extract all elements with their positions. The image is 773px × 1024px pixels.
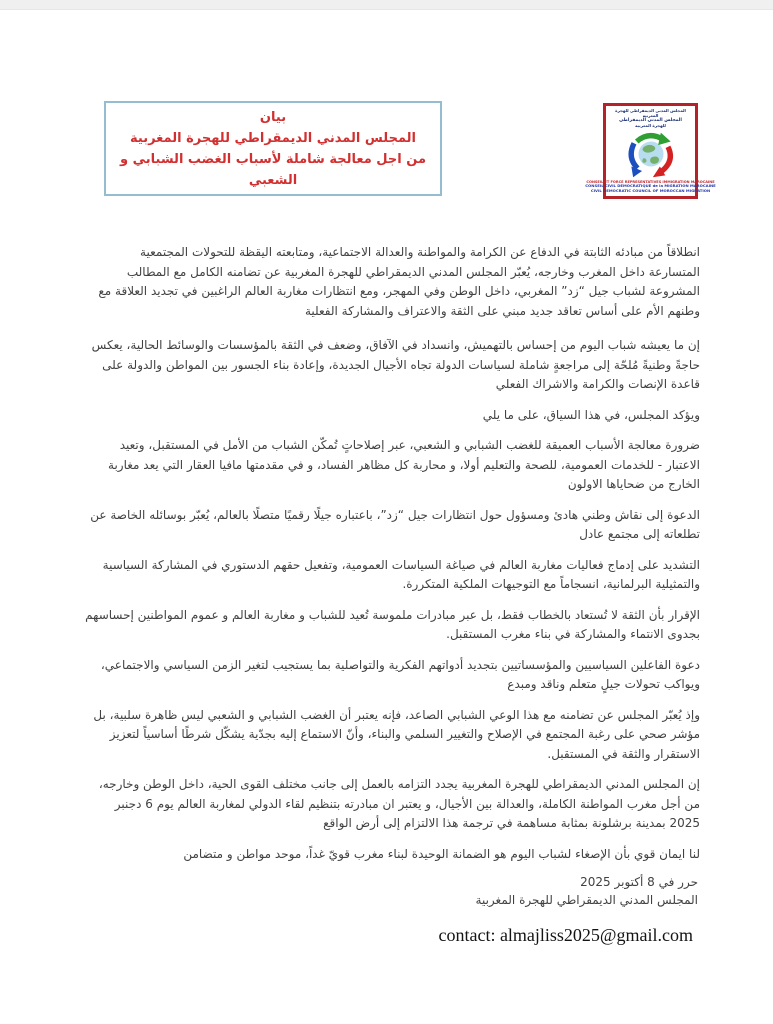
- logo-caption-french: CONSEIL CIVIL DEMOCRATIQUE de la MIGRATION MAROCAINE: [585, 183, 716, 189]
- statement-paragraph: إن ما يعيشه شباب اليوم من إحساس بالتهميش، وانسداد في الآفاق، وضعف في الثقة بالمؤسسات والوسائط الحالية، يعكس حاجةً وطنيةً مُلحّة إلى مراجعةٍ شاملة لسياسات الدولة تجاه الأجيال الجديدة، وإعادة بناء الجسور بين المواطن والدولة على قاعدة الإنصات والكرامة والاشراك الفعلي: [91, 338, 700, 391]
- scan-edge-strip: [0, 0, 773, 10]
- statement-paragraph: لنا ايمان قوي بأن الإصغاء لشباب اليوم هو الضمانة الوحيدة لبناء مغرب قويّ غداً، موحد مواطن و متضامن: [183, 846, 700, 861]
- statement-paragraph: الدعوة إلى نقاش وطني هادئ ومسؤول حول انتظارات جيل “زد”، باعتباره جيلًا رقميًا متصلًا بالعالم، يُعبّر بوسائله الخاصة عن تطلعاته إلى مجتمع عادل: [90, 507, 700, 541]
- date-line: حرر في 8 أكتوبر 2025: [580, 875, 698, 889]
- logo-captions: [585, 180, 715, 194]
- statement-title-line3: من اجل معالجة شاملة لأسباب الغضب الشبابي و الشعبي: [120, 151, 426, 188]
- date-signature-block: [476, 873, 698, 909]
- statement-title-line2: المجلس المدني الديمقراطي للهجرة المغربية: [130, 130, 416, 146]
- logo-caption-red: CONSEIL ET FORCE REPRESENTATIVES IMMIGRATION MAROCAINE: [586, 179, 715, 184]
- statement-title-line1: بيان: [259, 109, 287, 125]
- statement-paragraph: انطلاقاً من مبادئه الثابتة في الدفاع عن الكرامة والمواطنة والعدالة الاجتماعية، ومتابعته اليقظة للتحولات المجتمعية المتسارعة داخل المغرب وخارجه، يُعبّر المجلس المدني الديمقراطي للهجرة المغربية عن تضامنه الكامل مع المطالب المشروعة لشباب جيل “زد” المغربي، داخل الوطن وفي المهجر، ومع انتظارات مغاربة العالم الراغبين في تجديد العلاقة مع وطنهم الأم على أساس تعاقد جديد مبني على الثقة والاعتراف والمشاركة الفعلية: [98, 245, 700, 318]
- contact-email-line: contact: almajliss2025@gmail.com: [438, 925, 693, 945]
- statement-paragraph: الإقرار بأن الثقة لا تُستعاد بالخطاب فقط، بل عبر مبادرات ملموسة تُعيد للشباب و مغاربة العالم و عموم المواطنين إحساسهم بجدوى الانتماء والمشاركة في بناء مغرب المستقبل.: [85, 607, 700, 641]
- statement-paragraph: إن المجلس المدني الديمقراطي للهجرة المغربية يجدد التزامه بالعمل إلى جانب مختلف القوى الحية، داخل الوطن وخارجه، من أجل مغرب المواطنة الكاملة، والعدالة بين الأجيال، و يعتبر ان مبادرته بتنظيم لقاء الدولي لمغاربة العالم يوم 6 دجنبر 2025 بمدينة برشلونة بمثابة مساهمة في ترجمة هذا الالتزام إلى أرض الواقع: [98, 777, 700, 830]
- statement-paragraph: ويؤكد المجلس، في هذا السياق، على ما يلي: [482, 407, 700, 422]
- statement-paragraph: وإذ يُعبّر المجلس عن تضامنه مع هذا الوعي الشبابي الصاعد، فإنه يعتبر أن الغضب الشبابي و الشعبي ليس ظاهرة سلبية، بل مؤشر صحي على رغبة المجتمع في الإصلاح والتغيير السلمي والبناء، وأنّ الاستماع إليه بجدّية يشكّل شرطًا أساسياً لتعزيز الاستقرار والثقة في المستقبل.: [93, 707, 700, 761]
- statement-paragraph: التشديد على إدماج فعاليات مغاربة العالم في صياغة السياسات العمومية، وتفعيل حقهم الدستوري في المشاركة السياسية والتمثيلية البرلمانية، انسجاماً مع التوجيهات الملكية المتكررة.: [102, 557, 700, 591]
- globe-recycle-icon: [624, 129, 678, 179]
- signature-line: المجلس المدني الديمقراطي للهجرة المغربية: [475, 893, 698, 907]
- logo-caption-english: CIVIL DEMOCRATIC COUNCIL OF MOROCCAN MIGRATION: [590, 188, 711, 194]
- logo-arabic-title: المجلس المدني الديمقراطي للهجرة المغربية المجلس المدني الديمقراطي للهجرة المغربية: [615, 108, 686, 128]
- statement-title-box: [104, 101, 442, 196]
- statement-paragraph: ضرورة معالجة الأسباب العميقة للغضب الشبابي و الشعبي، عبر إصلاحاتٍ تُمكّن الشباب من الأمل في المستقبل، وتعيد الاعتبار - للخدمات العمومية، للصحة والتعليم أولا، و محاربة كل مظاهر الفساد، و في مقدمتها مافيا العقار التي يعد مغاربة الخارج من ضحاياها الاولون: [108, 438, 700, 491]
- statement-paragraph: دعوة الفاعلين السياسيين والمؤسساتيين بتجديد أدواتهم الفكرية والتواصلية بما يستجيب لتغير الزمن السياسي والاجتماعي، ويواكب تحولات جيلٍ متعلم وناقد ومبدع: [100, 657, 700, 691]
- organization-logo: [585, 103, 716, 199]
- statement-body: [85, 243, 700, 875]
